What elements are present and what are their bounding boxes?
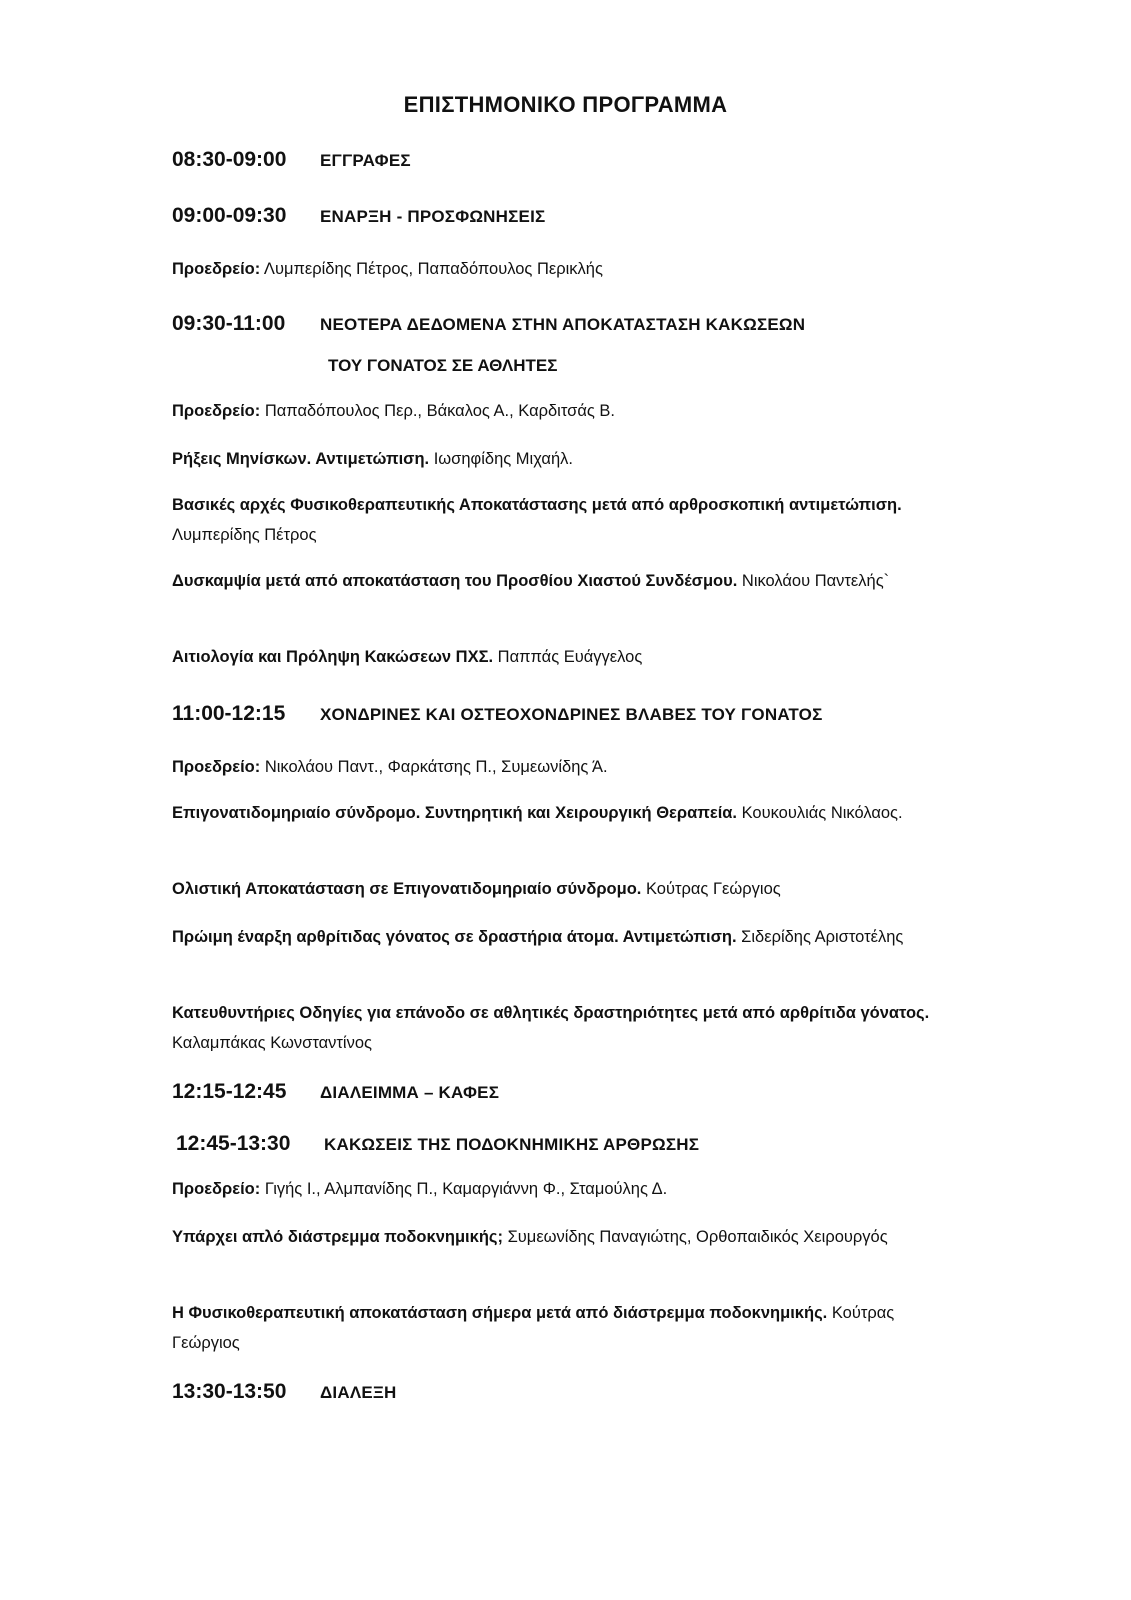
- session-title: ΚΑΚΩΣΕΙΣ ΤΗΣ ΠΟΔΟΚΝΗΜΙΚΗΣ ΑΡΘΡΩΣΗΣ: [324, 1135, 700, 1154]
- item-bold: Προεδρείο:: [172, 758, 261, 776]
- item-bold: Η Φυσικοθεραπευτική αποκατάσταση σήμερα μετά από διάστρεμμα ποδοκνημικής.: [172, 1304, 828, 1322]
- item-text: Σιδερίδης Αριστοτέλης: [736, 928, 904, 946]
- item-text: Κουκουλιάς Νικόλαος.: [737, 804, 903, 822]
- talk-item: [172, 642, 962, 672]
- talk-item: [172, 566, 962, 596]
- session-time: 09:00-09:30: [172, 204, 287, 227]
- talk-item: [172, 922, 962, 952]
- item-text: Γιγής Ι., Αλμπανίδης Π., Καμαργιάννη Φ., Σταμούλης Δ.: [260, 1180, 668, 1198]
- chair-line: [172, 1174, 962, 1204]
- session-heading: [172, 1080, 962, 1104]
- session-heading: [172, 204, 962, 228]
- session-heading: [176, 1132, 966, 1156]
- session-time: 12:45-13:30: [176, 1132, 291, 1155]
- talk-item: [172, 874, 962, 904]
- session-time: 13:30-13:50: [172, 1380, 287, 1403]
- chair-line: [172, 752, 962, 782]
- item-bold: Ολιστική Αποκατάσταση σε Επιγονατιδομηριαίο σύνδρομο.: [172, 880, 642, 898]
- item-bold: Προεδρείο:: [172, 1180, 261, 1198]
- page-title: ΕΠΙΣΤΗΜΟΝΙΚΟ ΠΡΟΓΡΑΜΜΑ: [403, 92, 728, 117]
- item-bold: Επιγονατιδομηριαίο σύνδρομο. Συντηρητική και Χειρουργική Θεραπεία.: [172, 804, 738, 822]
- chair-line: [172, 396, 962, 426]
- talk-item: [172, 1298, 962, 1358]
- session-heading: [172, 1380, 962, 1404]
- item-bold: Υπάρχει απλό διάστρεμμα ποδοκνημικής;: [172, 1228, 503, 1246]
- item-bold: Προεδρείο:: [172, 402, 261, 420]
- talk-item: [172, 798, 962, 828]
- session-title-line2: ΤΟΥ ΓΟΝΑΤΟΣ ΣΕ ΑΘΛΗΤΕΣ: [328, 356, 558, 375]
- session-time: 12:15-12:45: [172, 1080, 287, 1103]
- item-bold: Κατευθυντήριες Οδηγίες για επάνοδο σε αθλητικές δραστηριότητες μετά από αρθρίτιδα γόνατος.: [172, 1004, 930, 1022]
- talk-item: [172, 444, 962, 474]
- item-text: Λυμπερίδης Πέτρος, Παπαδόπουλος Περικλής: [260, 260, 603, 278]
- item-bold: Ρήξεις Μηνίσκων. Αντιμετώπιση.: [172, 450, 430, 468]
- item-text: Καλαμπάκας Κωνσταντίνος: [172, 1034, 372, 1052]
- talk-item: [172, 998, 962, 1058]
- item-text: Λυμπερίδης Πέτρος: [172, 526, 317, 544]
- item-bold: Προεδρείο:: [172, 260, 261, 278]
- item-bold: Βασικές αρχές Φυσικοθεραπευτικής Αποκατάστασης μετά από αρθροσκοπική αντιμετώπιση.: [172, 496, 902, 514]
- item-bold: Πρώιμη έναρξη αρθρίτιδας γόνατος σε δραστήρια άτομα. Αντιμετώπιση.: [172, 928, 737, 946]
- session-time: 11:00-12:15: [172, 702, 286, 725]
- chair-line: [172, 254, 962, 284]
- item-text: Ιωσηφίδης Μιχαήλ.: [429, 450, 573, 468]
- item-text: Νικολάου Παντελής`: [737, 572, 890, 590]
- session-title: ΔΙΑΛΕΞΗ: [320, 1383, 397, 1402]
- talk-item: [172, 490, 962, 550]
- session-title: ΕΝΑΡΞΗ - ΠΡΟΣΦΩΝΗΣΕΙΣ: [320, 207, 546, 226]
- item-text: Συμεωνίδης Παναγιώτης, Ορθοπαιδικός Χειρουργός: [503, 1228, 888, 1246]
- session-title: ΝΕΟΤΕΡΑ ΔΕΔΟΜΕΝΑ ΣΤΗΝ ΑΠΟΚΑΤΑΣΤΑΣΗ ΚΑΚΩΣΕΩΝ: [320, 315, 806, 334]
- session-time: 08:30-09:00: [172, 148, 287, 171]
- session-title: ΧΟΝΔΡΙΝΕΣ ΚΑΙ ΟΣΤΕΟΧΟΝΔΡΙΝΕΣ ΒΛΑΒΕΣ ΤΟΥ ΓΟΝΑΤΟΣ: [320, 705, 823, 724]
- talk-item: [172, 1222, 962, 1252]
- session-title: ΕΓΓΡΑΦΕΣ: [320, 151, 411, 170]
- item-text: Κούτρας Γεώργιος: [641, 880, 781, 898]
- item-text: Παππάς Ευάγγελος: [493, 648, 643, 666]
- item-text: Παπαδόπουλος Περ., Βάκαλος Α., Καρδιτσάς Β.: [260, 402, 615, 420]
- item-bold: Αιτιολογία και Πρόληψη Κακώσεων ΠΧΣ.: [172, 648, 494, 666]
- item-bold: Δυσκαμψία μετά από αποκατάσταση του Προσθίου Χιαστού Συνδέσμου.: [172, 572, 738, 590]
- session-heading: [172, 312, 962, 376]
- session-time: 09:30-11:00: [172, 312, 286, 335]
- session-title: ΔΙΑΛΕΙΜΜΑ – ΚΑΦΕΣ: [320, 1083, 500, 1102]
- session-heading: [172, 702, 962, 726]
- item-text: Νικολάου Παντ., Φαρκάτσης Π., Συμεωνίδης Ά.: [260, 758, 608, 776]
- session-heading: [172, 148, 962, 172]
- item-text: Κούτρας Γεώργιος: [172, 1304, 895, 1352]
